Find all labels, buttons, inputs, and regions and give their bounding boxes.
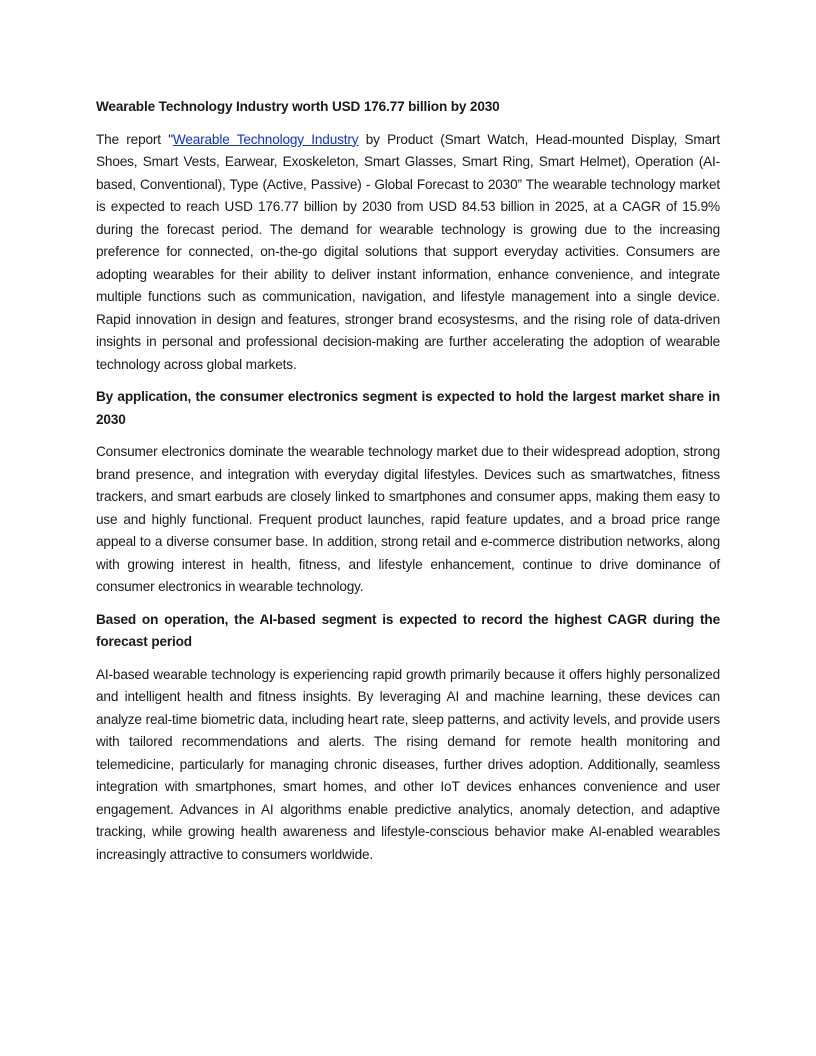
section-heading-operation: Based on operation, the AI-based segment is expected to record the highest CAGR during the forecast period xyxy=(96,611,720,649)
intro-paragraph xyxy=(96,129,720,377)
intro-suffix: by Product (Smart Watch, Head-mounted Display, Smart Shoes, Smart Vests, Earwear, Exoskeleton, Smart Glasses, Smart Ring, Smart Helmet), Operation (AI-based, Conventional), Type (Active, Passive) - Global Forecast to 2030” The wearable technology market is expected to reach USD 176.77 billion by 2030 from USD 84.53 billion in 2025, at a CAGR of 15.9% during the forecast period. The demand for wearable technology is growing due to the increasing preference for connected, on-the-go digital solutions that support everyday activities. Consumers are adopting wearables for their ability to deliver instant information, enhance convenience, and integrate multiple functions such as communication, navigation, and lifestyle management into a single device. Rapid innovation in design and features, stronger brand ecosystesms, and the rising role of data-driven insights in personal and professional decision-making are further accelerating the adoption of wearable technology across global markets. xyxy=(96,131,721,372)
section-body-operation: AI-based wearable technology is experiencing rapid growth primarily because it offers highly personalized and intelligent health and fitness insights. By leveraging AI and machine learning, these devices can analyze real-time biometric data, including heart rate, sleep patterns, and activity levels, and provide users with tailored recommendations and alerts. The rising demand for remote health monitoring and telemedicine, particularly for managing chronic diseases, further drives adoption. Additionally, seamless integration with smartphones, smart homes, and other IoT devices enhances convenience and user engagement. Advances in AI algorithms enable predictive analytics, anomaly detection, and adaptive tracking, while growing health awareness and lifestyle-conscious behavior make AI-enabled wearables increasingly attractive to consumers worldwide. xyxy=(96,666,720,862)
document-title: Wearable Technology Industry worth USD 176.77 billion by 2030 xyxy=(96,99,500,114)
section-heading-application: By application, the consumer electronics segment is expected to hold the largest market share in 2030 xyxy=(96,389,720,427)
report-link[interactable]: Wearable Technology Industry xyxy=(172,131,359,147)
intro-prefix: The report " xyxy=(96,131,173,147)
document-page xyxy=(96,96,720,876)
section-body-application: Consumer electronics dominate the wearable technology market due to their widespread adoption, strong brand presence, and integration with everyday digital lifestyles. Devices such as smartwatches, fitness trackers, and smart earbuds are closely linked to smartphones and consumer apps, making them easy to use and highly functional. Frequent product launches, rapid feature updates, and a broad price range appeal to a diverse consumer base. In addition, strong retail and e-commerce distribution networks, along with growing interest in health, fitness, and lifestyle enhancement, continue to drive dominance of consumer electronics in wearable technology. xyxy=(96,444,720,594)
